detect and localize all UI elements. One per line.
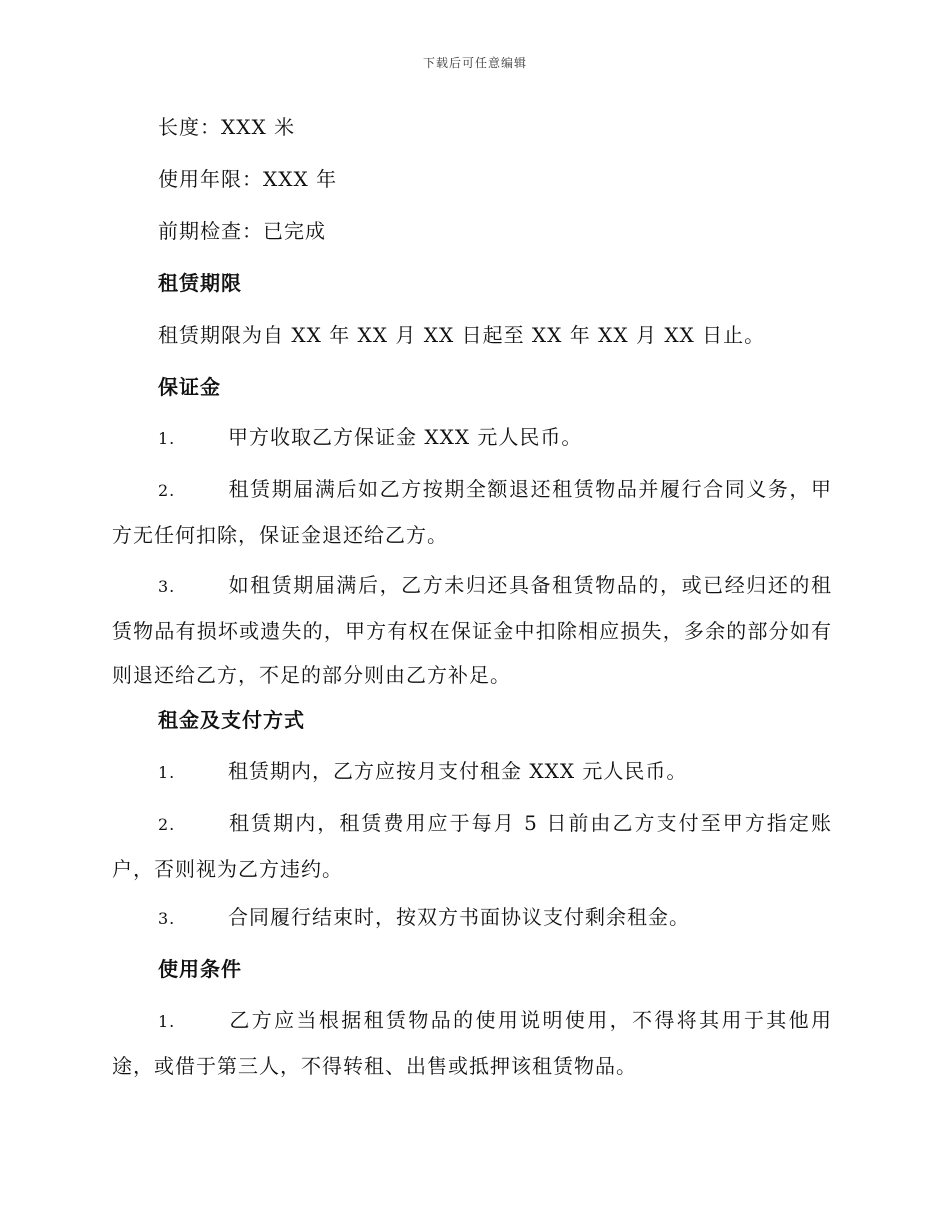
section-heading-rent-payment: 租金及支付方式 <box>158 708 305 732</box>
item-number: 1. <box>158 429 176 448</box>
item-text: 甲方收取乙方保证金 XXX 元人民币。 <box>228 425 583 449</box>
item-number: 3. <box>158 577 176 596</box>
item-number: 1. <box>158 1012 176 1031</box>
item-number: 1. <box>158 763 176 782</box>
field-inspection: 前期检查：已完成 <box>158 219 326 243</box>
rent-item-1 <box>112 749 832 795</box>
page-header: 下载后可任意编辑 <box>422 56 527 70</box>
field-service-life: 使用年限：XXX 年 <box>158 167 338 191</box>
rent-item-2 <box>112 801 832 891</box>
item-text: 租赁期届满后如乙方按期全额退还租赁物品并履行合同义务，甲方无任何扣除，保证金退还给乙方。 <box>112 477 832 547</box>
item-text: 乙方应当根据租赁物品的使用说明使用，不得将其用于其他用途，或借于第三人，不得转租、出售或抵押该租赁物品。 <box>112 1008 832 1078</box>
usage-item-1 <box>112 998 832 1088</box>
item-text: 租赁期内，租赁费用应于每月 5 日前由乙方支付至甲方指定账户，否则视为乙方违约。 <box>112 811 832 881</box>
deposit-item-2 <box>112 467 832 557</box>
lease-term-text: 租赁期限为自 XX 年 XX 月 XX 日起至 XX 年 XX 月 XX 日止。 <box>158 323 766 347</box>
item-text: 合同履行结束时，按双方书面协议支付剩余租金。 <box>228 905 690 929</box>
item-text: 租赁期内，乙方应按月支付租金 XXX 元人民币。 <box>228 759 688 783</box>
field-length: 长度：XXX 米 <box>158 115 296 139</box>
item-number: 2. <box>158 815 176 834</box>
rent-item-3 <box>112 895 832 941</box>
item-number: 2. <box>158 481 176 500</box>
item-number: 3. <box>158 909 176 928</box>
deposit-item-1 <box>112 415 832 461</box>
section-heading-usage-conditions: 使用条件 <box>158 957 242 981</box>
section-heading-deposit: 保证金 <box>158 375 221 399</box>
item-text: 如租赁期届满后，乙方未归还具备租赁物品的，或已经归还的租赁物品有损坏或遗失的，甲方有权在保证金中扣除相应损失，多余的部分如有则退还给乙方，不足的部分则由乙方补足。 <box>112 573 832 687</box>
deposit-item-3 <box>112 563 832 697</box>
section-heading-lease-term: 租赁期限 <box>158 271 242 295</box>
